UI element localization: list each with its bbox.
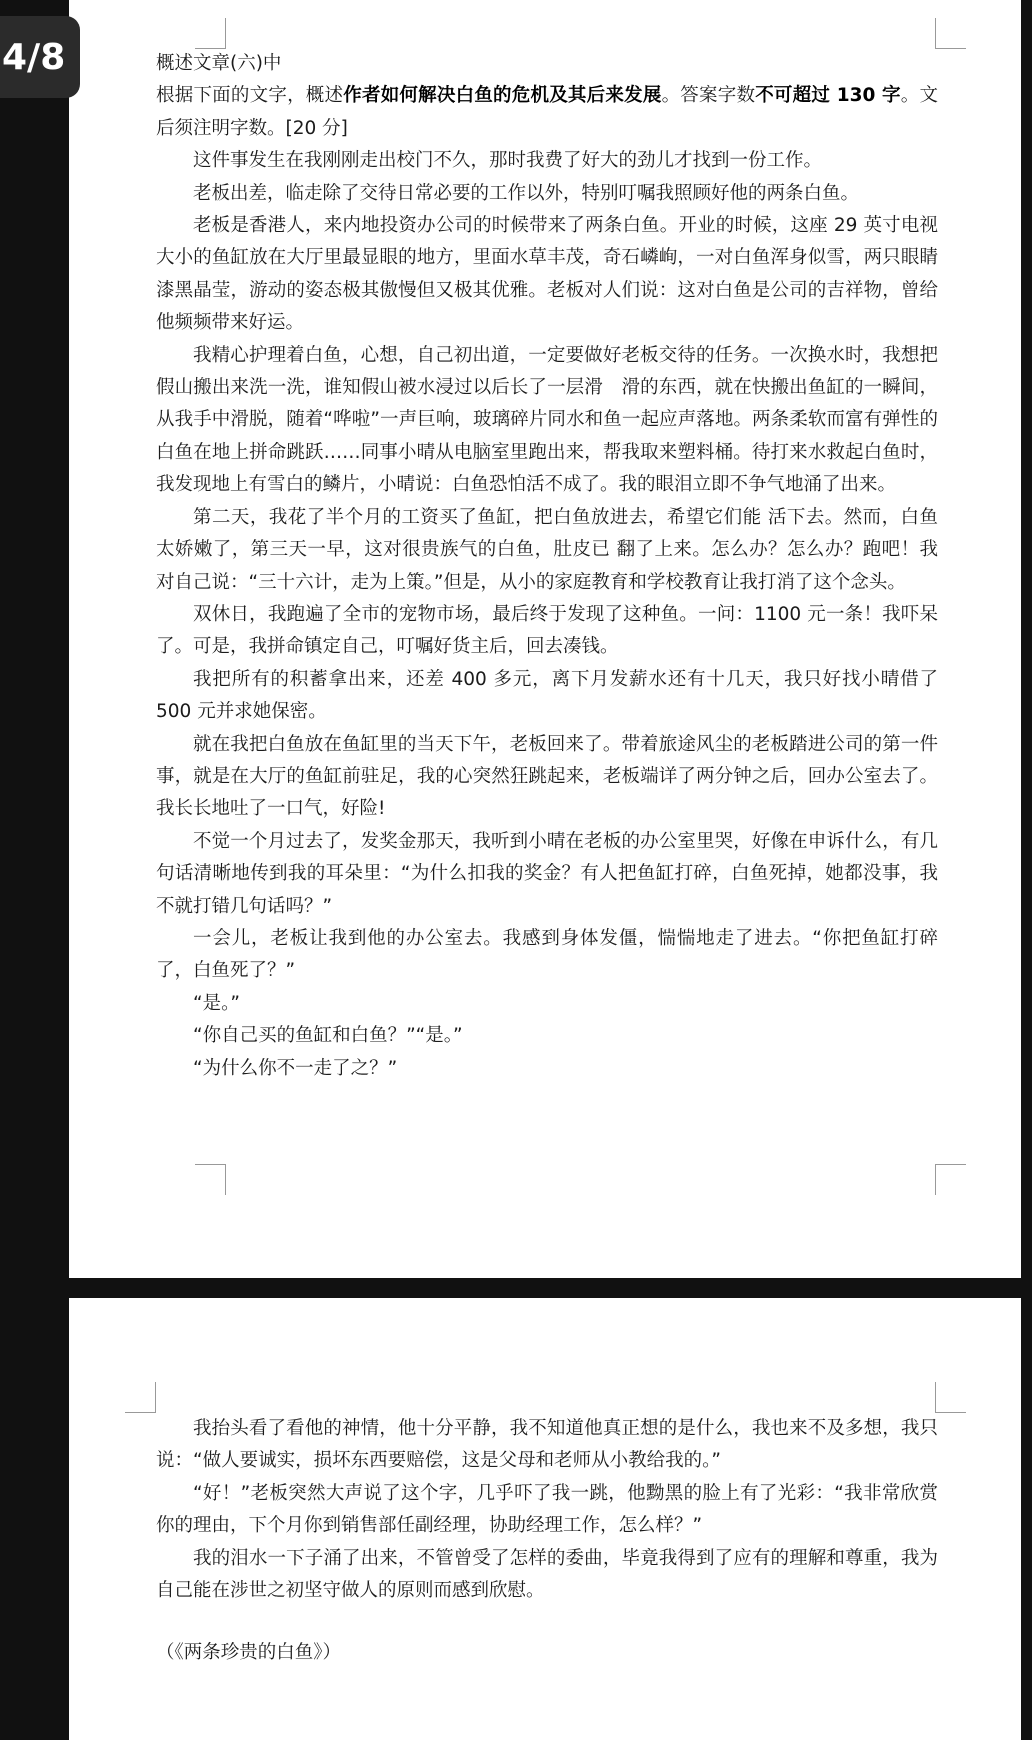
page-counter: 4/8 — [0, 16, 80, 98]
document-page-1 — [69, 0, 1021, 1278]
paragraph: 我精心护理着白鱼，心想，自己初出道，一定要做好老板交待的任务。一次换水时，我想把假山搬出来洗一洗，谁知假山被水浸过以后长了一层滑 滑的东西，就在快搬出鱼缸的一瞬间，从我手中滑脱，随着“哗啦”一声巨响，玻璃碎片同水和鱼一起应声落地。两条柔软而富有弹性的白鱼在地上拼命跳跃……同事小晴从电脑室里跑出来，帮我取来塑料桶。待打来水救起白鱼时，我发现地上有雪白的鳞片，小晴说：白鱼恐怕活不成了。我的眼泪立即不争气地涌了出来。 — [156, 344, 938, 496]
question-text-1: 根据下面的文字，概述 — [156, 85, 344, 107]
question-text-3: 。文后须注明字数。[20 分] — [156, 85, 938, 139]
page-2-content — [156, 1413, 938, 1670]
paragraph: 我抬头看了看他的神情，他十分平静，我不知道他真正想的是什么，我也来不及多想，我只说：“做人要诚实，损坏东西要赔偿，这是父母和老师从小教给我的。” — [156, 1418, 938, 1472]
paragraph: 就在我把白鱼放在鱼缸里的当天下午，老板回来了。带着旅途风尘的老板踏进公司的第一件事，就是在大厅的鱼缸前驻足，我的心突然狂跳起来，老板端详了两分钟之后，回办公室去了。我长长地吐了一口气，好险! — [156, 733, 938, 820]
paragraph: “好！”老板突然大声说了这个字，几乎吓了我一跳，他黝黑的脸上有了光彩：“我非常欣赏你的理由，下个月你到销售部任副经理，协助经理工作，怎么样？” — [156, 1482, 938, 1537]
section-heading: 概述文章(六)中 — [156, 53, 282, 74]
source-citation: （《两条珍贵的白鱼》） — [156, 1642, 342, 1664]
question-prompt — [156, 80, 938, 145]
question-bold-2: 不可超过 130 字 — [755, 85, 901, 107]
document-page-2 — [69, 1298, 1021, 1740]
crop-mark-top-left — [125, 1382, 156, 1413]
page-1-content — [156, 48, 938, 1085]
crop-mark-top-right — [935, 18, 966, 49]
paragraph: 我把所有的积蓄拿出来，还差 400 多元，离下月发薪水还有十几天，我只好找小晴借了 500 元并求她保密。 — [156, 668, 938, 723]
dialogue-line: “是。” — [193, 992, 240, 1014]
paragraph: 一会儿，老板让我到他的办公室去。我感到身体发僵，惴惴地走了进去。“你把鱼缸打碎了，白鱼死了？” — [156, 927, 938, 982]
paragraph: 不觉一个月过去了，发奖金那天，我听到小晴在老板的办公室里哭，好像在申诉什么，有几句话清晰地传到我的耳朵里：“为什么扣我的奖金？有人把鱼缸打碎，白鱼死掉，她都没事，我不就打错几句话吗？” — [156, 830, 938, 917]
crop-mark-top-left — [195, 18, 226, 49]
crop-mark-bottom-left — [195, 1164, 226, 1195]
question-text-2: 。答案字数 — [661, 85, 756, 107]
crop-mark-top-right — [935, 1382, 966, 1413]
paragraph: 这件事发生在我刚刚走出校门不久，那时我费了好大的劲儿才找到一份工作。 — [193, 150, 823, 172]
paragraph: 老板是香港人，来内地投资办公司的时候带来了两条白鱼。开业的时候，这座 29 英寸电视大小的鱼缸放在大厅里最显眼的地方，里面水草丰茂，奇石嶙峋，一对白鱼浑身似雪，两只眼睛漆黑晶莹，游动的姿态极其傲慢但又极其优雅。老板对人们说：这对白鱼是公司的吉祥物，曾给他频频带来好运。 — [156, 215, 938, 334]
dialogue-line: “为什么你不一走了之？” — [193, 1057, 398, 1079]
paragraph: 老板出差，临走除了交待日常必要的工作以外，特别叮嘱我照顾好他的两条白鱼。 — [193, 182, 860, 204]
dialogue-line: “你自己买的鱼缸和白鱼？”“是。” — [193, 1025, 463, 1047]
paragraph: 我的泪水一下子涌了出来，不管曾受了怎样的委曲，毕竟我得到了应有的理解和尊重，我为自己能在涉世之初坚守做人的原则而感到欣慰。 — [156, 1547, 938, 1602]
paragraph: 双休日，我跑遍了全市的宠物市场，最后终于发现了这种鱼。一问：1100 元一条！我吓呆了。可是，我拼命镇定自己，叮嘱好货主后，回去凑钱。 — [156, 603, 938, 658]
question-bold-1: 作者如何解决白鱼的危机及其后来发展 — [343, 85, 662, 107]
crop-mark-bottom-right — [935, 1164, 966, 1195]
paragraph: 第二天，我花了半个月的工资买了鱼缸，把白鱼放进去，希望它们能 活下去。然而，白鱼太娇嫩了，第三天一早，这对很贵族气的白鱼，肚皮已 翻了上来。怎么办？怎么办？跑吧！我对自己说：“三十六计，走为上策。”但是，从小的家庭教育和学校教育让我打消了这个念头。 — [156, 506, 938, 593]
